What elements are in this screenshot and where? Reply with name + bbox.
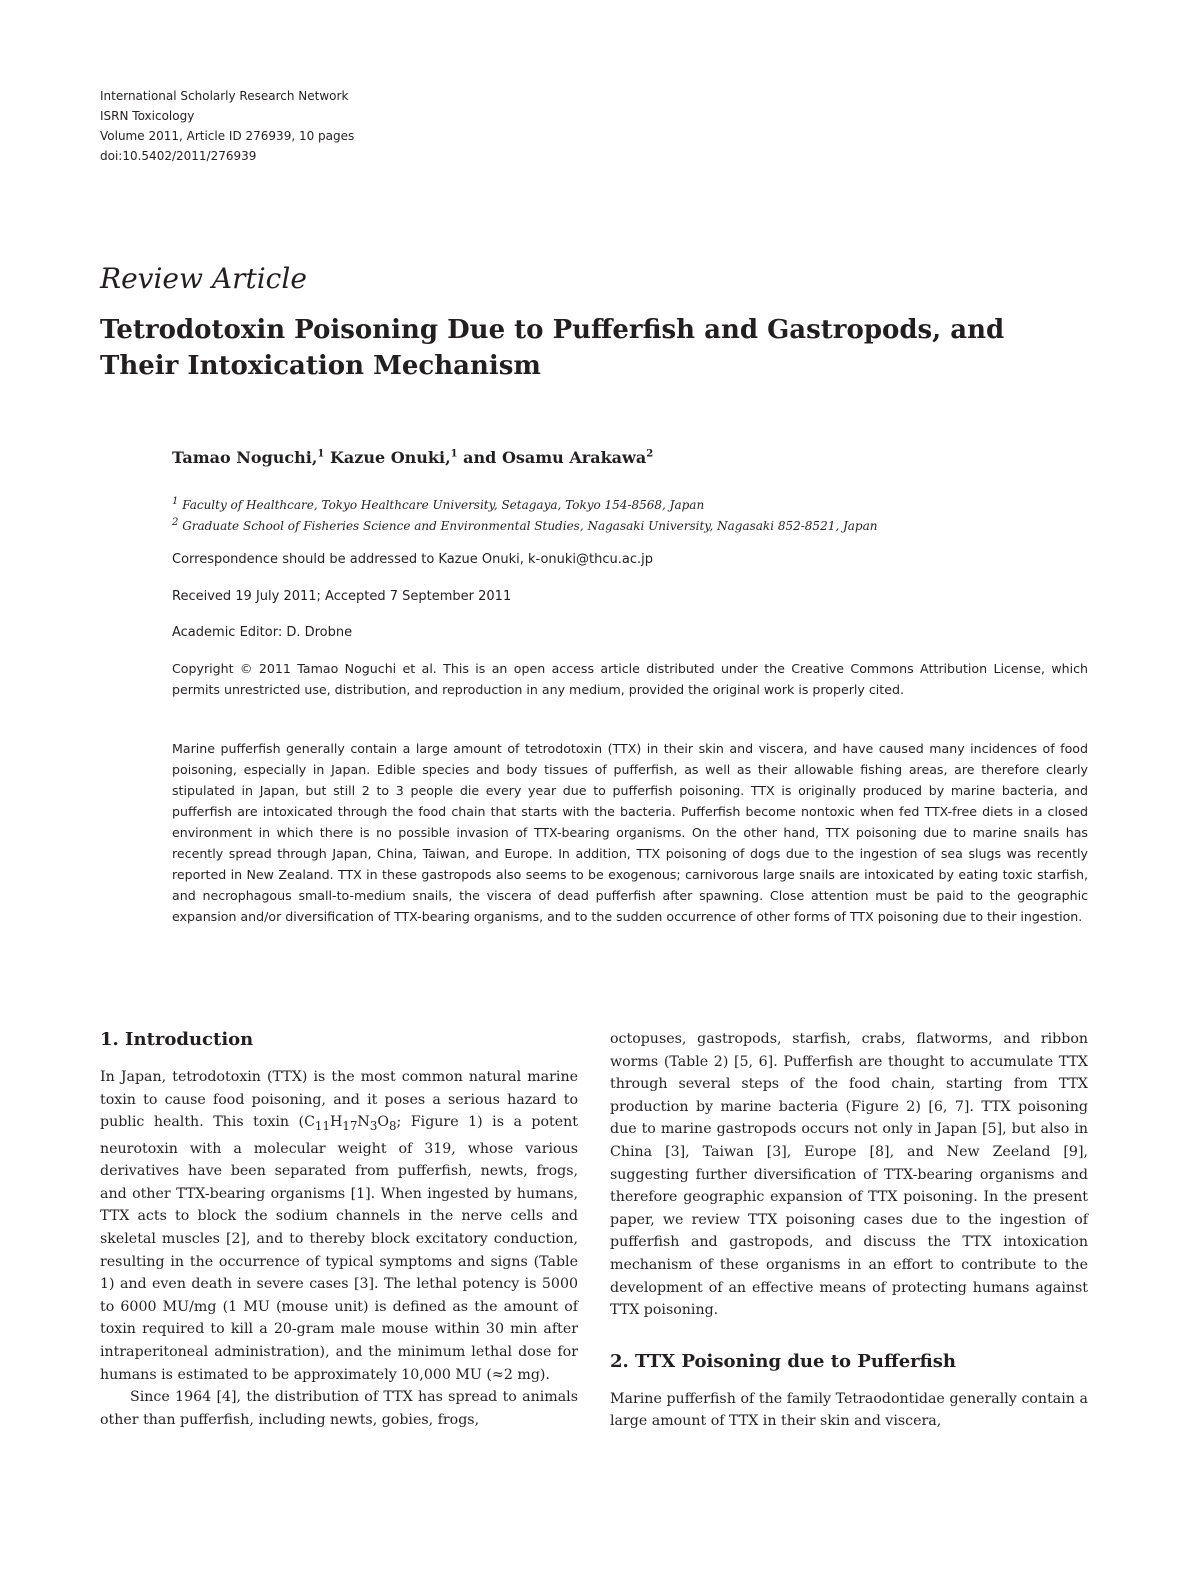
affiliation-1 [172, 496, 704, 512]
author-name: Tamao Noguchi, [172, 448, 318, 467]
subscript: 3 [369, 1119, 378, 1134]
doi: doi:10.5402/2011/276939 [100, 149, 257, 163]
title-line-2: Their Intoxication Mechanism [100, 351, 541, 381]
affiliation-marker: 1 [172, 496, 179, 507]
author-affil-marker: 1 [450, 448, 458, 460]
text-run: O [377, 1114, 390, 1131]
affiliation-2 [172, 517, 878, 533]
affiliation-text: Graduate School of Fisheries Science and Environmental Studies, Nagasaki University, Nagasaki 852-8521, Japan [178, 519, 878, 533]
text-run: ; Figure 1) is a potent neurotoxin with a molecular weight of 319, whose various derivatives have been separated from pufferfish, newts, frogs, and other TTX-bearing organisms [1]. When ingested by humans, TTX acts to block the sodium channels in the nerve cells and skeletal muscles [2], and to thereby block excitatory conduction, resulting in the occurrence of typical symptoms and signs (Table 1) and even death in severe cases [3]. The lethal potency is 5000 to 6000 MU/mg (1 MU (mouse unit) is defined as the amount of toxin required to kill a 20-gram male mouse within 30 min after intraperitoneal administration), and the minimum lethal dose for humans is estimated to be approximately 10,000 MU (≈2 mg). [100, 1114, 578, 1383]
intro-paragraph-1 [100, 1066, 578, 1386]
text-run: N [357, 1114, 370, 1131]
left-column [100, 1028, 578, 1431]
affiliation-text: Faculty of Healthcare, Tokyo Healthcare University, Setagaya, Tokyo 154-8568, Japan [178, 498, 705, 512]
text-run: In Japan, tetrodotoxin (TTX) is the most common natural marine toxin to cause food poisoning, and it poses a serious hazard to public health. This toxin (C [100, 1069, 578, 1131]
author-affil-marker: 2 [646, 448, 654, 460]
academic-editor: Academic Editor: D. Drobne [172, 625, 353, 640]
journal-network: International Scholarly Research Network [100, 89, 349, 103]
journal-header [100, 86, 354, 166]
author-affil-marker: 1 [317, 448, 325, 460]
affiliation-marker: 2 [172, 517, 179, 528]
journal-name: ISRN Toxicology [100, 109, 195, 123]
right-column [610, 1028, 1088, 1433]
author-list [172, 448, 653, 467]
received-accepted-dates: Received 19 July 2011; Accepted 7 September 2011 [172, 589, 512, 604]
section2-paragraph-1: Marine pufferfish of the family Tetraodontidae generally contain a large amount of TTX in their skin and viscera, [610, 1390, 1088, 1430]
subscript: 8 [389, 1119, 397, 1134]
subscript: 11 [314, 1119, 330, 1134]
section-heading-introduction: 1. Introduction [100, 1029, 254, 1050]
copyright-notice: Copyright © 2011 Tamao Noguchi et al. This is an open access article distributed under the Creative Commons Attribution License, which permits unrestricted use, distribution, and reproduction in any medium, provided the original work is properly cited. [172, 661, 1088, 697]
author-name: Kazue Onuki, [324, 448, 451, 467]
intro-paragraph-2: Since 1964 [4], the distribution of TTX has spread to animals other than pufferfish, including newts, gobies, frogs, [100, 1389, 578, 1428]
article-type: Review Article [100, 262, 307, 295]
text-run: H [329, 1114, 343, 1131]
author-name: and Osamu Arakawa [457, 448, 647, 467]
section-heading-pufferfish: 2. TTX Poisoning due to Pufferfish [610, 1350, 956, 1372]
paper-title [100, 312, 1100, 384]
intro-paragraph-continued: octopuses, gastropods, starfish, crabs, flatworms, and ribbon worms (Table 2) [5, 6]. Pufferfish are thought to accumulate TTX through several steps of the food chain, starting from TTX production by marine bacteria (Figure 2) [6, 7]. TTX poisoning due to marine gastropods occurs not only in Japan [5], but also in China [3], Taiwan [3], Europe [8], and New Zeeland [9], suggesting further diversification of TTX-bearing organisms and therefore geographic expansion of TTX poisoning. In the present paper, we review TTX poisoning cases due to the ingestion of pufferfish and gastropods, and discuss the TTX intoxication mechanism of these organisms in an effort to contribute to the development of an effective means of protecting humans against TTX poisoning. [610, 1031, 1088, 1319]
abstract: Marine pufferfish generally contain a large amount of tetrodotoxin (TTX) in their skin and viscera, and have caused many incidences of food poisoning, especially in Japan. Edible species and body tissues of pufferfish, as well as their allowable fishing areas, are therefore clearly stipulated in Japan, but still 2 to 3 people die every year due to pufferfish poisoning. TTX is originally produced by marine bacteria, and pufferfish are intoxicated through the food chain that starts with the bacteria. Pufferfish become nontoxic when fed TTX-free diets in a closed environment in which there is no possible invasion of TTX-bearing organisms. On the other hand, TTX poisoning due to marine snails has recently spread through Japan, China, Taiwan, and Europe. In addition, TTX poisoning of dogs due to the ingestion of sea slugs was recently reported in New Zealand. TTX in these gastropods also seems to be exogenous; carnivorous large snails are intoxicated by eating toxic starfish, and necrophagous small-to-medium snails, the viscera of dead pufferfish after spawning. Close attention must be paid to the geographic expansion and/or diversification of TTX-bearing organisms, and to the sudden occurrence of other forms of TTX poisoning due to their ingestion. [172, 741, 1088, 924]
subscript: 17 [342, 1119, 358, 1134]
title-line-1: Tetrodotoxin Poisoning Due to Pufferfish and Gastropods, and [100, 315, 1005, 345]
correspondence: Correspondence should be addressed to Kazue Onuki, k-onuki@thcu.ac.jp [172, 552, 653, 567]
volume-info: Volume 2011, Article ID 276939, 10 pages [100, 129, 355, 143]
